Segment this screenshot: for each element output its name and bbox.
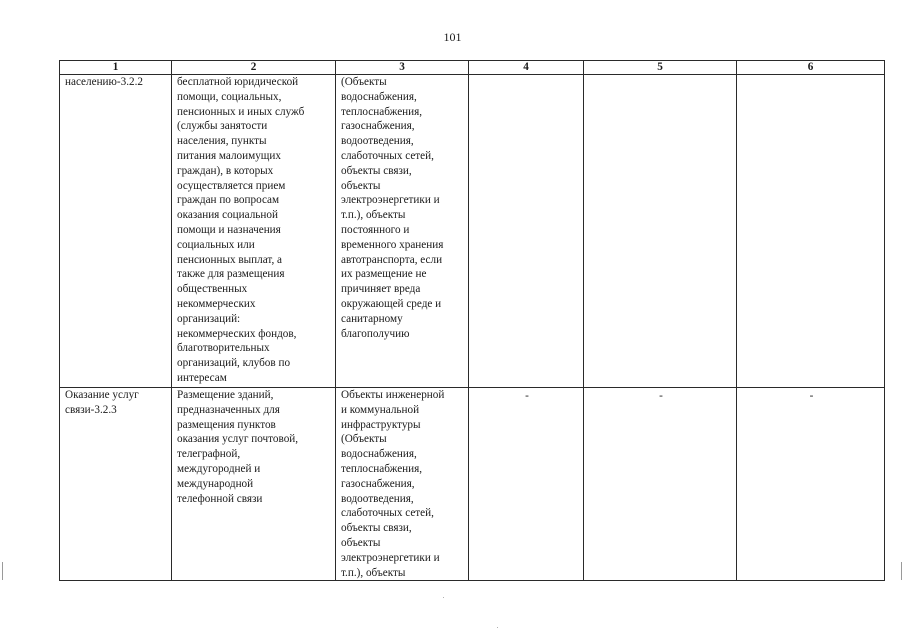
cell-text-line: теплоснабжения, — [341, 105, 423, 118]
cell-text-line: Оказание услуг — [65, 389, 139, 401]
land-use-table — [59, 60, 885, 581]
cell-text-line: слаботочных сетей, — [341, 149, 434, 162]
cell-text-line: окружающей среде и — [341, 297, 442, 310]
cell-text-line: международной — [177, 477, 254, 490]
cell-text-line: связи-3.2.3 — [65, 403, 117, 416]
scan-speck — [443, 597, 444, 598]
cell-text-line: населению-3.2.2 — [65, 76, 144, 88]
cell-activity-description — [172, 75, 336, 388]
cell-activity-description — [172, 388, 336, 581]
cell-text-line: пенсионных выплат, а — [177, 253, 283, 266]
cell-text-line: водоотведения, — [341, 492, 414, 505]
cell-text-line: оказания услуг почтовой, — [177, 433, 299, 446]
cell-col5 — [584, 388, 737, 581]
cell-col5 — [584, 75, 737, 388]
column-header-3: 3 — [336, 61, 469, 75]
cell-col4 — [469, 75, 584, 388]
cell-text-line: оказания социальной — [177, 209, 278, 222]
page-number: 101 — [443, 30, 462, 44]
cell-text-line: т.п.), объекты — [341, 566, 406, 579]
cell-text-line: объекты связи, — [341, 164, 412, 177]
cell-text-line: организаций, клубов по — [177, 357, 291, 370]
cell-text-line: электроэнергетики и — [341, 194, 440, 207]
column-header-6: 6 — [737, 61, 885, 75]
cell-text-line: постоянного и — [341, 223, 410, 236]
cell-col5-value: - — [659, 390, 663, 402]
cell-text-line: некоммерческих — [177, 297, 256, 310]
cell-text-line: (Объекты — [341, 433, 387, 446]
cell-text-line: водоснабжения, — [341, 90, 417, 103]
cell-text-line: интересам — [177, 371, 227, 384]
cell-text-line: инфраструктуры — [341, 418, 421, 431]
cell-text-line: благополучию — [341, 327, 410, 340]
cell-text-line: населения, пункты — [177, 135, 267, 148]
cell-text-line: социальных или — [177, 238, 255, 251]
cell-col6 — [737, 388, 885, 581]
cell-text-line: граждан), в которых — [177, 164, 274, 177]
cell-text-line: автотранспорта, если — [341, 253, 443, 266]
cell-text-line: водоснабжения, — [341, 448, 417, 461]
cell-text-line: объекты — [341, 179, 381, 192]
cell-text-line: граждан по вопросам — [177, 194, 280, 207]
cell-text-line: общественных — [177, 283, 248, 296]
cell-text-line: теплоснабжения, — [341, 462, 423, 475]
cell-text-line: санитарному — [341, 312, 403, 325]
cell-permitted-objects — [336, 75, 469, 388]
cell-text-line: междугородней и — [177, 462, 261, 475]
cell-text-line: некоммерческих фондов, — [177, 327, 297, 340]
table-row — [60, 388, 885, 581]
column-header-5: 5 — [584, 61, 737, 75]
cell-text-line: газоснабжения, — [341, 477, 415, 490]
cell-text-line: водоотведения, — [341, 135, 414, 148]
cell-text-line: временного хранения — [341, 238, 444, 251]
table-header-row — [60, 61, 885, 75]
left-margin-mark — [2, 562, 3, 580]
cell-text-line: питания малоимущих — [177, 149, 281, 162]
cell-activity-name — [60, 388, 172, 581]
cell-col4-value: - — [525, 390, 529, 402]
cell-text-line: помощи, социальных, — [177, 90, 282, 103]
table-row — [60, 75, 885, 388]
cell-text-line: их размещение не — [341, 268, 427, 281]
cell-text-line: и коммунальной — [341, 403, 420, 416]
cell-text-line: организаций: — [177, 312, 241, 325]
cell-text-line: Объекты инженерной — [341, 389, 445, 401]
right-margin-mark — [901, 562, 902, 580]
column-header-1: 1 — [60, 61, 172, 75]
cell-activity-name — [60, 75, 172, 388]
cell-text-line: слаботочных сетей, — [341, 507, 434, 520]
cell-text-line: также для размещения — [177, 268, 285, 281]
cell-text-line: телеграфной, — [177, 448, 241, 461]
cell-text-line: благотворительных — [177, 342, 270, 355]
cell-text-line: помощи и назначения — [177, 223, 281, 236]
cell-col6 — [737, 75, 885, 388]
cell-text-line: бесплатной юридической — [177, 76, 299, 88]
cell-permitted-objects — [336, 388, 469, 581]
cell-text-line: т.п.), объекты — [341, 209, 406, 222]
cell-text-line: размещения пунктов — [177, 418, 276, 431]
cell-text-line: газоснабжения, — [341, 120, 415, 133]
cell-text-line: объекты связи, — [341, 522, 412, 535]
cell-text-line: осуществляется прием — [177, 179, 286, 192]
cell-text-line: пенсионных и иных служб — [177, 105, 305, 118]
cell-col4 — [469, 388, 584, 581]
cell-text-line: объекты — [341, 536, 381, 549]
cell-text-line: предназначенных для — [177, 403, 280, 416]
cell-text-line: телефонной связи — [177, 492, 263, 505]
scan-speck — [497, 627, 498, 628]
cell-text-line: причиняет вреда — [341, 283, 421, 296]
column-header-4: 4 — [469, 61, 584, 75]
cell-text-line: Размещение зданий, — [177, 389, 274, 401]
cell-text-line: электроэнергетики и — [341, 551, 440, 564]
cell-text-line: (службы занятости — [177, 120, 268, 133]
cell-text-line: (Объекты — [341, 76, 387, 88]
column-header-2: 2 — [172, 61, 336, 75]
cell-col6-value: - — [809, 390, 814, 402]
